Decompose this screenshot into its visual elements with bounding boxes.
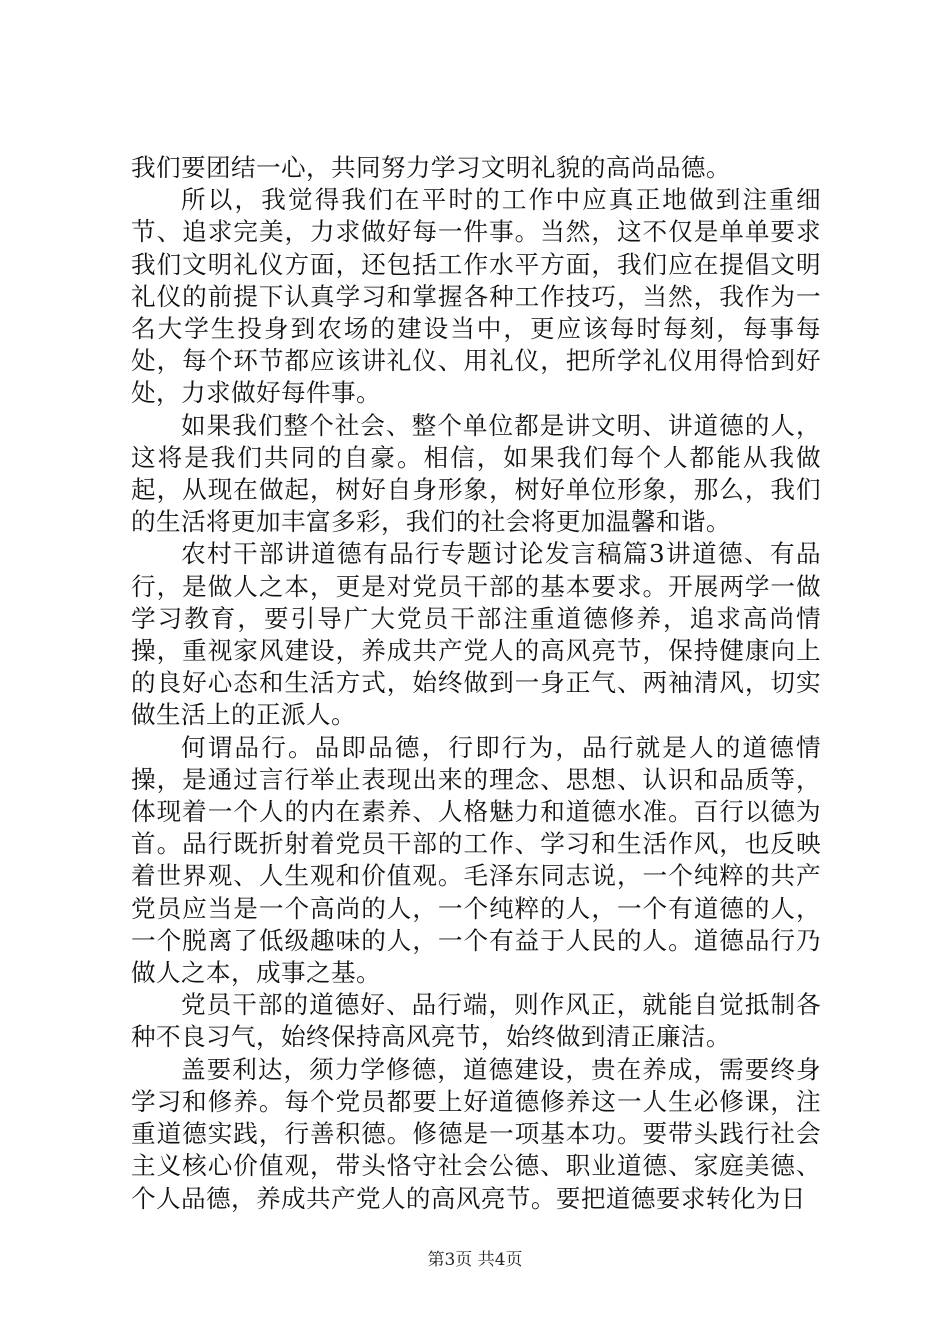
paragraph-3: 如果我们整个社会、整个单位都是讲文明、讲道德的人，这将是我们共同的自豪。相信，如果我们每个人都能从我做起，从现在做起，树好自身形象，树好单位形象，那么，我们的生活将更加丰富多彩，我们的社会将更加温馨和谐。 — [131, 410, 821, 537]
page-number-label: 第3页 共4页 — [427, 1250, 523, 1270]
paragraph-6: 党员干部的道德好、品行端，则作风正，就能自觉抵制各种不良习气，始终保持高风亮节，始终做到清正廉洁。 — [131, 990, 821, 1052]
paragraph-7: 盖要利达，须力学修德，道德建设，贵在养成，需要终身学习和修养。每个党员都要上好道德修养这一人生必修课，注重道德实践，行善积德。修德是一项基本功。要带头践行社会主义核心价值观，带头恪守社会公德、职业道德、家庭美德、个人品德，养成共产党人的高风亮节。要把道德要求转化为日 — [131, 1054, 821, 1213]
paragraph-5: 何谓品行。品即品德，行即行为，品行就是人的道德情操，是通过言行举止表现出来的理念、思想、认识和品质等，体现着一个人的内在素养、人格魅力和道德水准。百行以德为首。品行既折射着党员干部的工作、学习和生活作风，也反映着世界观、人生观和价值观。毛泽东同志说，一个纯粹的共产党员应当是一个高尚的人，一个纯粹的人，一个有道德的人，一个脱离了低级趣味的人，一个有益于人民的人。道德品行乃做人之本，成事之基。 — [131, 732, 821, 988]
paragraph-4: 农村干部讲道德有品行专题讨论发言稿篇3讲道德、有品行，是做人之本，更是对党员干部的基本要求。开展两学一做学习教育，要引导广大党员干部注重道德修养，追求高尚情操，重视家风建设，养成共产党人的高风亮节，保持健康向上的良好心态和生活方式，始终做到一身正气、两袖清风，切实做生活上的正派人。 — [131, 539, 821, 730]
page-footer — [0, 1248, 950, 1272]
paragraph-2: 所以，我觉得我们在平时的工作中应真正地做到注重细节、追求完美，力求做好每一件事。当然，这不仅是单单要求我们文明礼仪方面，还包括工作水平方面，我们应在提倡文明礼仪的前提下认真学习和掌握各种工作技巧，当然，我作为一名大学生投身到农场的建设当中，更应该每时每刻，每事每处，每个环节都应该讲礼仪、用礼仪，把所学礼仪用得恰到好处，力求做好每件事。 — [131, 185, 821, 408]
paragraph-1: 我们要团结一心，共同努力学习文明礼貌的高尚品德。 — [131, 153, 731, 182]
document-body — [131, 152, 821, 1215]
